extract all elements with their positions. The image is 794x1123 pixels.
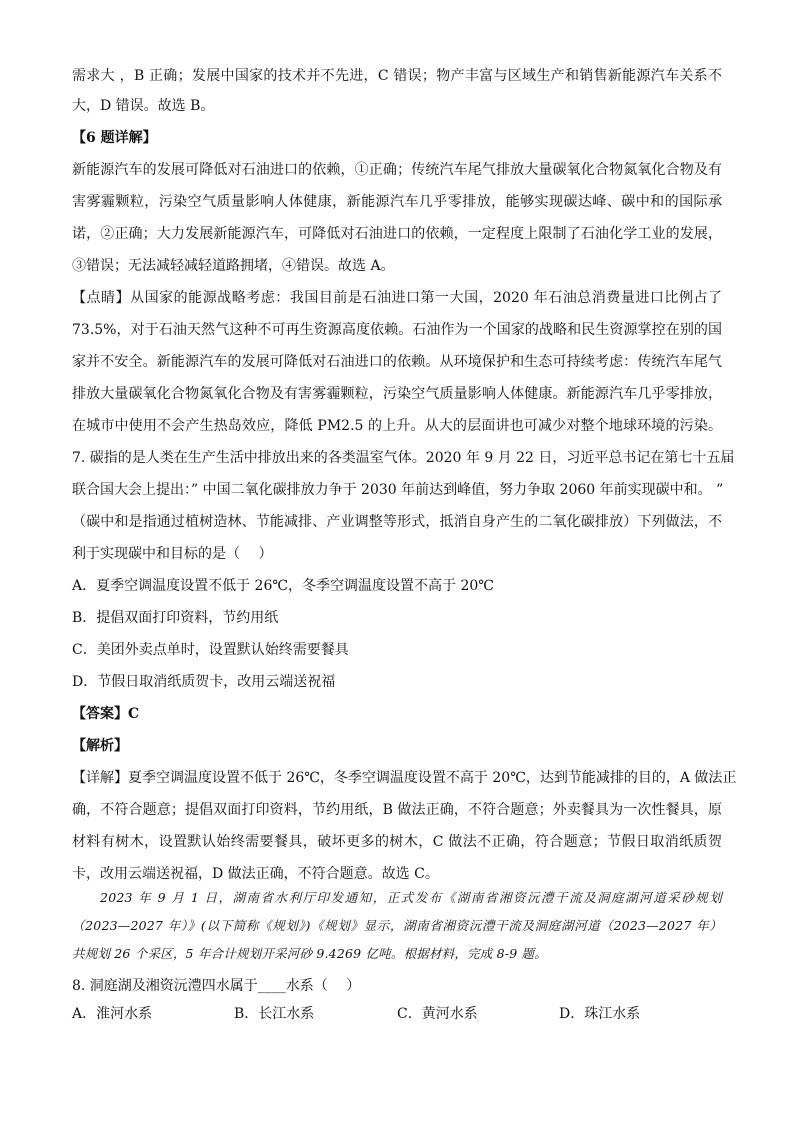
text-line: 联合国大会上提出：” 中国二氧化碳排放力争于 2030 年前达到峰值，努力争取 2060 年前实现碳中和。 ” xyxy=(72,482,724,498)
text-line: 害雾霾颗粒，污染空气质量影响人体健康，新能源汽车几乎零排放，能够实现碳达峰、碳中和的国际承 xyxy=(72,194,722,210)
text-line: 在城市中使用不会产生热岛效应，降低 PM2.5 的上升。从大的层面讲也可减少对整个地球环境的污染。 xyxy=(72,418,722,434)
text-line: A．夏季空调温度设置不低于 26℃，冬季空调温度设置不高于 20℃ xyxy=(72,578,494,594)
answer-option: C．黄河水系 xyxy=(397,1006,478,1022)
text-line: 家并不安全。新能源汽车的发展可降低对石油进口的依赖。从环境保护和生态可持续考虑：传统汽车尾气 xyxy=(72,354,722,370)
text-line: 【答案】C xyxy=(72,706,140,722)
text-line: 确，不符合题意；提倡双面打印资料，节约用纸，B 做法正确，不符合题意；外卖餐具为一次性餐具，原 xyxy=(72,802,722,818)
text-line: 8. 洞庭湖及湘资沅澧四水属于____水系（ ） xyxy=(72,978,361,994)
text-line: 大，D 错误。故选 B。 xyxy=(72,98,215,114)
text-line: C．美团外卖点单时，设置默认始终需要餐具 xyxy=(72,642,349,658)
text-line: 诺，②正确；大力发展新能源汽车，可降低对石油进口的依赖，一定程度上限制了石油化学工业的发展， xyxy=(72,226,722,242)
text-line: 共规划 26 个采区，5 年合计规划开采河砂 9.4269 亿吨。根据材料，完成 8-9 题。 xyxy=(72,946,547,961)
text-line: 排放大量碳氧化合物氮氧化合物及有害雾霾颗粒，污染空气质量影响人体健康。新能源汽车几乎零排放， xyxy=(72,386,722,402)
text-line: 【6 题详解】 xyxy=(72,130,157,146)
text-line: 【详解】夏季空调温度设置不低于 26℃，冬季空调温度设置不高于 20℃，达到节能减排的目的，A 做法正 xyxy=(72,770,737,786)
text-line: （2023—2027 年）》(以下简称《规划》)《规划》显示，湖南省湘资沅澧干流及洞庭湖河道（2023—2027 年） xyxy=(72,918,722,933)
answer-option: A．淮河水系 xyxy=(72,1006,153,1022)
text-line: B．提倡双面打印资料，节约用纸 xyxy=(72,610,279,626)
text-line: 需求大 ，B 正确；发展中国家的技术并不先进，C 错误；物产丰富与区域生产和销售新能源汽车关系不 xyxy=(72,68,722,84)
text-line: 【解析】 xyxy=(72,738,128,754)
text-line: 【点睛】从国家的能源战略考虑：我国目前是石油进口第一大国，2020 年石油总消费量进口比例占了 xyxy=(72,290,722,306)
text-line: 利于实现碳中和目标的是（ ） xyxy=(72,546,273,562)
text-line: （碳中和是指通过植树造林、节能减排、产业调整等形式，抵消自身产生的二氧化碳排放）下列做法，不 xyxy=(72,514,722,530)
text-line: 7. 碳指的是人类在生产生活中排放出来的各类温室气体。2020 年 9 月 22 日，习近平总书记在第七十五届 xyxy=(72,450,735,466)
text-line: D．节假日取消纸质贺卡，改用云端送祝福 xyxy=(72,674,336,690)
text-line: 2023 年 9 月 1 日，湖南省水利厅印发通知，正式发布《湖南省湘资沅澧干流及洞庭湖河道采砂规划 xyxy=(72,890,722,905)
answer-option: B．长江水系 xyxy=(234,1006,315,1022)
answer-option: D．珠江水系 xyxy=(559,1006,641,1022)
text-line: 卡，改用云端送祝福，D 做法正确，不符合题意。故选 C。 xyxy=(72,866,439,882)
text-line: 73.5%，对于石油天然气这种不可再生资源高度依赖。石油作为一个国家的战略和民生资源掌控在别的国 xyxy=(72,322,722,338)
text-line: ③错误；无法减轻减轻道路拥堵，④错误。故选 A。 xyxy=(72,258,395,274)
text-line: 材料有树木，设置默认始终需要餐具，破坏更多的树木，C 做法不正确，符合题意；节假日取消纸质贺 xyxy=(72,834,722,850)
text-line: 新能源汽车的发展可降低对石油进口的依赖，①正确；传统汽车尾气排放大量碳氧化合物氮氧化合物及有 xyxy=(72,162,722,178)
